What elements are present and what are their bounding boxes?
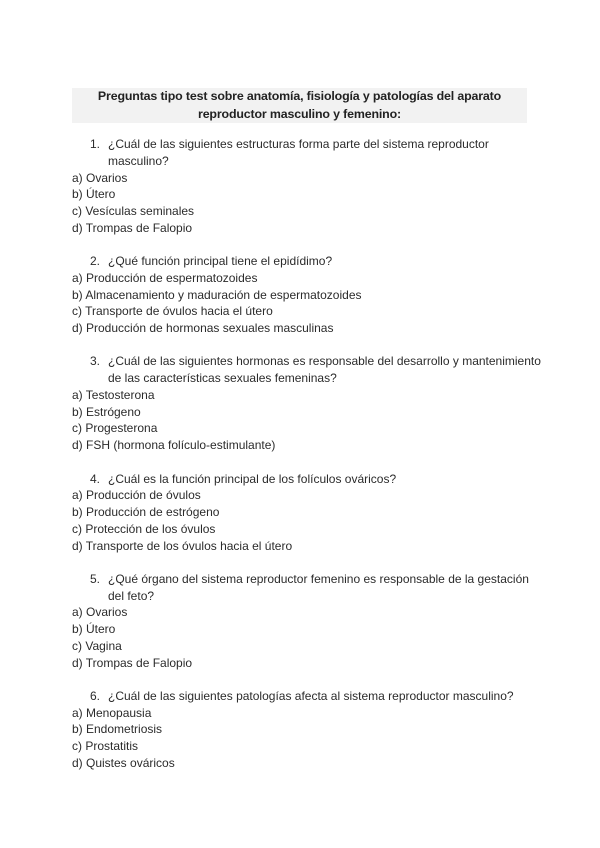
answer-option-d: d) Quistes ováricos — [72, 755, 175, 770]
question-number: 1. — [90, 137, 101, 151]
question-5 — [72, 571, 542, 672]
question-2 — [72, 253, 542, 337]
question-text: ¿Cuál es la función principal de los folículos ováricos? — [108, 471, 397, 486]
question-3 — [72, 353, 542, 454]
answer-option-a: a) Menopausia — [72, 705, 152, 720]
answer-option-a: a) Testosterona — [72, 387, 155, 402]
answer-option-a: a) Producción de espermatozoides — [72, 270, 258, 285]
question-number: 5. — [90, 571, 101, 586]
answer-option-c: c) Progesterona — [72, 421, 158, 436]
question-1 — [72, 136, 542, 237]
answer-option-c: c) Vagina — [72, 638, 122, 653]
answer-option-d: d) Transporte de los óvulos hacia el útero — [72, 538, 293, 553]
answer-option-b: b) Útero — [72, 187, 116, 202]
question-number: 2. — [90, 254, 101, 269]
answer-option-c: c) Prostatitis — [72, 739, 139, 754]
question-number: 4. — [90, 471, 101, 486]
answer-option-c: c) Protección de los óvulos — [72, 521, 216, 536]
question-4 — [72, 471, 542, 555]
document-title: Preguntas tipo test sobre anatomía, fisiología y patologías del aparato reproductor masculino y femenino: — [72, 88, 527, 123]
answer-option-d: d) Trompas de Falopio — [72, 220, 193, 235]
question-6 — [72, 688, 542, 772]
answer-option-b: b) Producción de estrógeno — [72, 505, 220, 520]
answer-option-b: b) Almacenamiento y maduración de espermatozoides — [72, 287, 362, 302]
question-text: ¿Qué función principal tiene el epidídimo? — [108, 254, 333, 269]
answer-option-a: a) Ovarios — [72, 170, 128, 185]
question-text: ¿Cuál de las siguientes hormonas es responsable del desarrollo y mantenimiento de las características sexuales femeninas? — [108, 354, 541, 386]
answer-option-b: b) Útero — [72, 622, 116, 637]
answer-option-c: c) Transporte de óvulos hacia el útero — [72, 304, 273, 319]
question-text: ¿Cuál de las siguientes patologías afecta al sistema reproductor masculino? — [108, 688, 514, 703]
question-list — [72, 136, 542, 788]
answer-option-b: b) Endometriosis — [72, 722, 163, 737]
answer-option-a: a) Producción de óvulos — [72, 488, 201, 503]
question-number: 3. — [90, 354, 101, 369]
question-text: ¿Cuál de las siguientes estructuras forma parte del sistema reproductor masculino? — [108, 137, 489, 168]
question-text: ¿Qué órgano del sistema reproductor femenino es responsable de la gestación del feto? — [108, 571, 529, 603]
answer-option-d: d) Producción de hormonas sexuales masculinas — [72, 321, 334, 336]
question-number: 6. — [90, 688, 101, 703]
answer-option-b: b) Estrógeno — [72, 404, 141, 419]
answer-option-c: c) Vesículas seminales — [72, 204, 195, 218]
answer-option-a: a) Ovarios — [72, 605, 128, 620]
answer-option-d: d) FSH (hormona folículo-estimulante) — [72, 438, 276, 453]
answer-option-d: d) Trompas de Falopio — [72, 655, 193, 670]
